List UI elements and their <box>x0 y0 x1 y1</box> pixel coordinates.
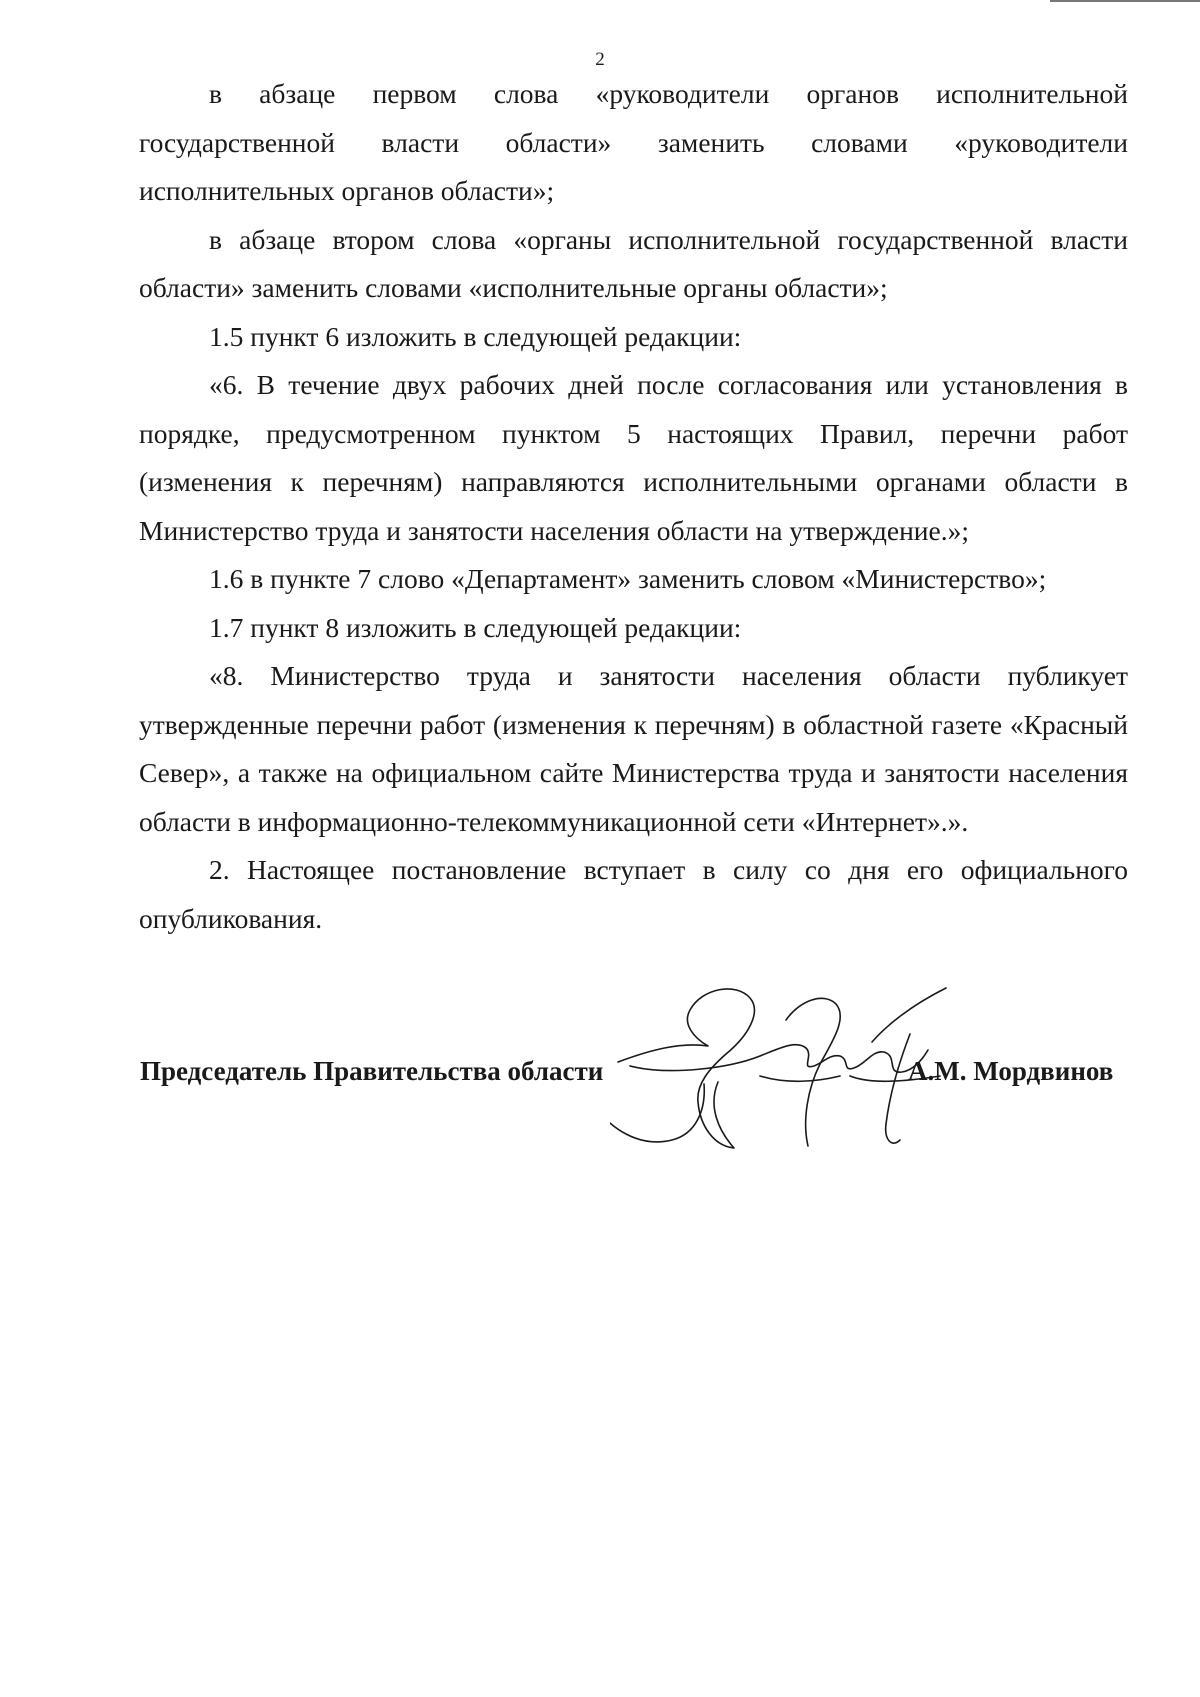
paragraph-new-point-8: «8. Министерство труда и занятости населения области публикует утвержденные перечни работ (изменения к перечням) в областной газете «Красный Север», а также на официальном сайте Министерства труда и занятости населения области в информационно-телекоммуникационной сети «Интернет».». <box>139 660 1128 837</box>
document-body <box>139 70 1128 943</box>
paragraph-amend-second-clause: в абзаце втором слова «органы исполнительной государственной власти области» заменить словами «исполнительные органы области»; <box>139 223 1128 303</box>
paragraph-entry-into-force: 2. Настоящее постановление вступает в силу со дня его официального опубликования. <box>139 854 1128 934</box>
paragraph-item-1-5: 1.5 пункт 6 изложить в следующей редакции: <box>209 320 742 352</box>
paragraph-item-1-7: 1.7 пункт 8 изложить в следующей редакции: <box>209 611 742 643</box>
signatory-title: Председатель Правительства области <box>140 1056 604 1086</box>
paragraph-new-point-6: «6. В течение двух рабочих дней после согласования или установления в порядке, предусмотренном пунктом 5 настоящих Правил, перечни работ (изменения к перечням) направляются исполнительными органами области в Министерство труда и занятости населения области на утверждение.»; <box>139 369 1128 546</box>
signatory-name: А.М. Мордвинов <box>908 1056 1114 1086</box>
paragraph-amend-first-clause: в абзаце первом слова «руководители органов исполнительной государственной власти области» заменить словами «руководители исполнительных органов области»; <box>139 78 1128 206</box>
paragraph-item-1-6: 1.6 в пункте 7 слово «Департамент» заменить словом «Министерство»; <box>209 563 1047 594</box>
page-number: 2 <box>595 49 605 70</box>
scan-edge-mark <box>1050 0 1200 2</box>
